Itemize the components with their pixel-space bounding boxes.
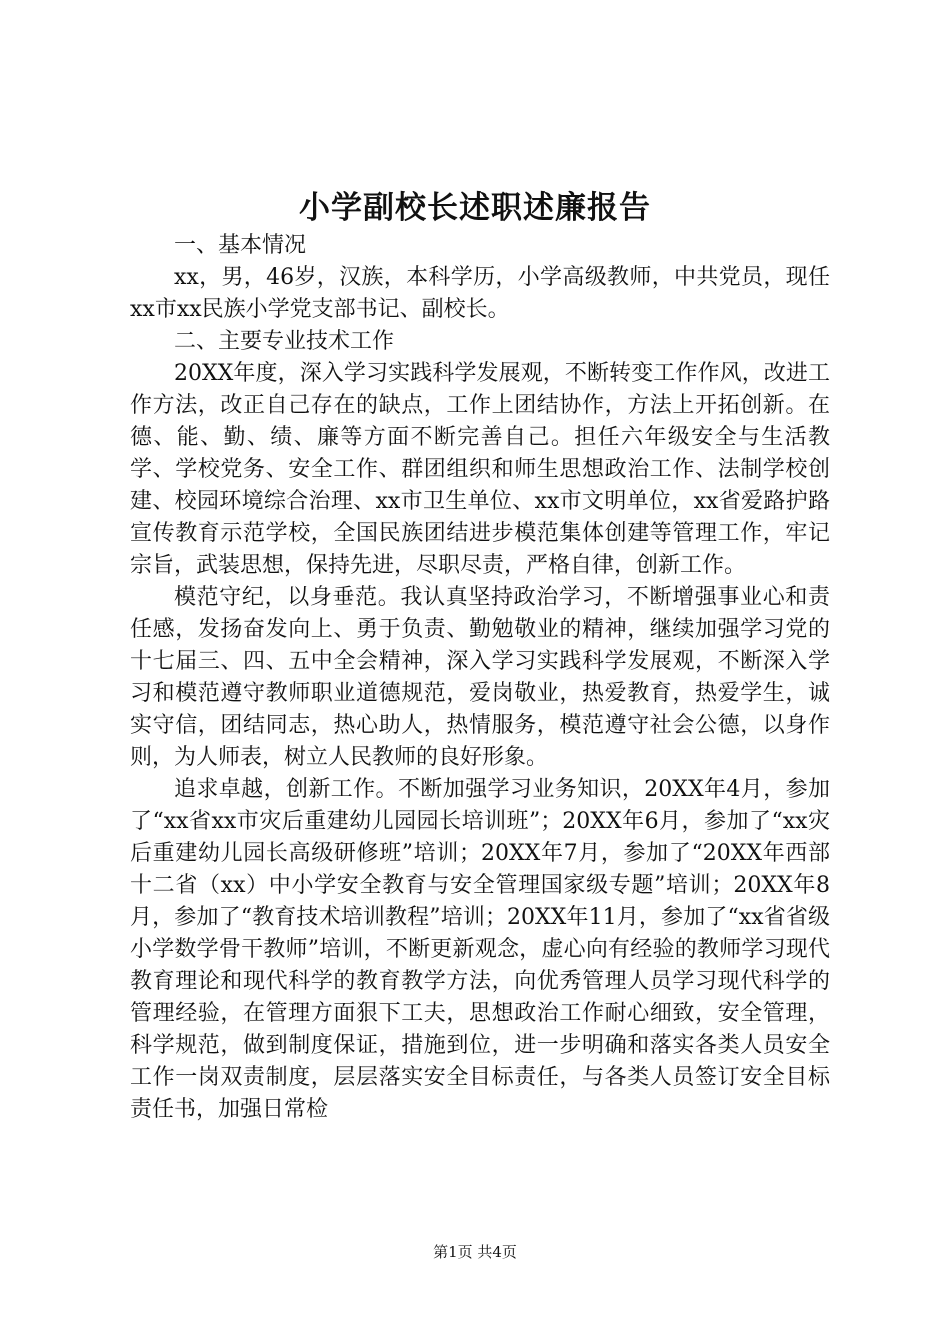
paragraph-annual-work: 20XX年度，深入学习实践科学发展观，不断转变工作作风，改进工作方法，改正自己存在的缺点，工作上团结协作，方法上开拓创新。在德、能、勤、绩、廉等方面不断完善自己。担任六年级安全与生活教学、学校党务、安全工作、群团组织和师生思想政治工作、法制学校创建、校园环境综合治理、xx市卫生单位、xx市文明单位，xx省爱路护路宣传教育示范学校，全国民族团结进步模范集体创建等管理工作，牢记宗旨，武装思想，保持先进，尽职尽责，严格自律，创新工作。: [130, 361, 830, 578]
paragraph-innovation: 追求卓越，创新工作。不断加强学习业务知识，20XX年4月，参加了“xx省xx市灾后重建幼儿园园长培训班”；20XX年6月，参加了“xx灾后重建幼儿园长高级研修班”培训；20XX年7月，参加了“20XX年西部十二省（xx）中小学安全教育与安全管理国家级专题”培训；20XX年8月，参加了“教育技术培训教程”培训；20XX年11月，参加了“xx省省级小学数学骨干教师”培训，不断更新观念，虚心向有经验的教师学习现代教育理论和现代科学的教育教学方法，向优秀管理人员学习现代科学的管理经验，在管理方面狠下工夫，思想政治工作耐心细致，安全管理，科学规范，做到制度保证，措施到位，进一步明确和落实各类人员安全工作一岗双责制度，层层落实安全目标责任，与各类人员签订安全目标责任书，加强日常检: [130, 777, 830, 1122]
paragraph-basic-info: xx，男，46岁，汉族，本科学历，小学高级教师，中共党员，现任xx市xx民族小学党支部书记、副校长。: [130, 265, 830, 322]
paragraph-discipline: 模范守纪，以身垂范。我认真坚持政治学习，不断增强事业心和责任感，发扬奋发向上、勇于负责、勤勉敬业的精神，继续加强学习党的十七届三、四、五中全会精神，深入学习实践科学发展观，不断深入学习和模范遵守教师职业道德规范，爱岗敬业，热爱教育，热爱学生，诚实守信，团结同志，热心助人，热情服务，模范遵守社会公德，以身作则，为人师表，树立人民教师的良好形象。: [130, 585, 830, 770]
page-footer: 第1页 共4页: [433, 1243, 517, 1261]
section-heading-main-work: 二、主要专业技术工作: [174, 329, 395, 354]
document-title: 小学副校长述职述廉报告: [299, 190, 651, 226]
section-heading-basic-info: 一、基本情况: [174, 233, 307, 258]
document-body: [130, 230, 830, 1126]
